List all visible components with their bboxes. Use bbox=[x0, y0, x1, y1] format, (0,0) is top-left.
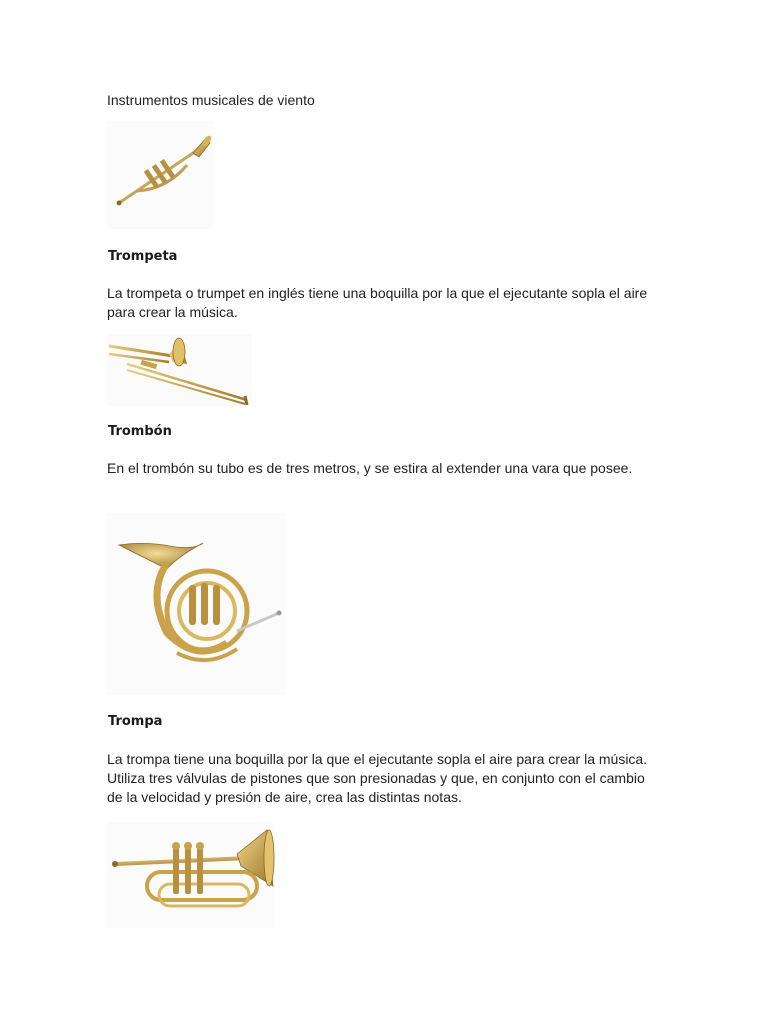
heading-trompeta: Trompeta bbox=[108, 249, 178, 264]
paragraph-trompa: La trompa tiene una boquilla por la que el ejecutante sopla el aire para crear la música. Utiliza tres válvulas de pistones que son presionadas y que, en conjunto con el cambio de la velocidad y presión de aire, crea las distintas notas. bbox=[107, 751, 648, 805]
trumpet-icon bbox=[107, 121, 213, 229]
heading-trompa: Trompa bbox=[108, 714, 163, 729]
trumpet-image bbox=[107, 121, 213, 229]
paragraph-trompeta: La trompeta o trumpet en inglés tiene una boquilla por la que el ejecutante sopla el aire para crear la música. bbox=[107, 285, 648, 320]
paragraph-trombon: En el trombón su tubo es de tres metros, y se estira al extender una vara que posee. bbox=[107, 460, 633, 476]
document-title: Instrumentos musicales de viento bbox=[107, 92, 315, 108]
french-horn-image bbox=[107, 513, 285, 695]
heading-trombon: Trombón bbox=[108, 424, 172, 439]
cornet-image bbox=[107, 822, 275, 928]
trombone-image bbox=[107, 334, 252, 406]
cornet-icon bbox=[107, 822, 275, 928]
french-horn-icon bbox=[107, 513, 285, 695]
trombone-icon bbox=[107, 334, 252, 406]
